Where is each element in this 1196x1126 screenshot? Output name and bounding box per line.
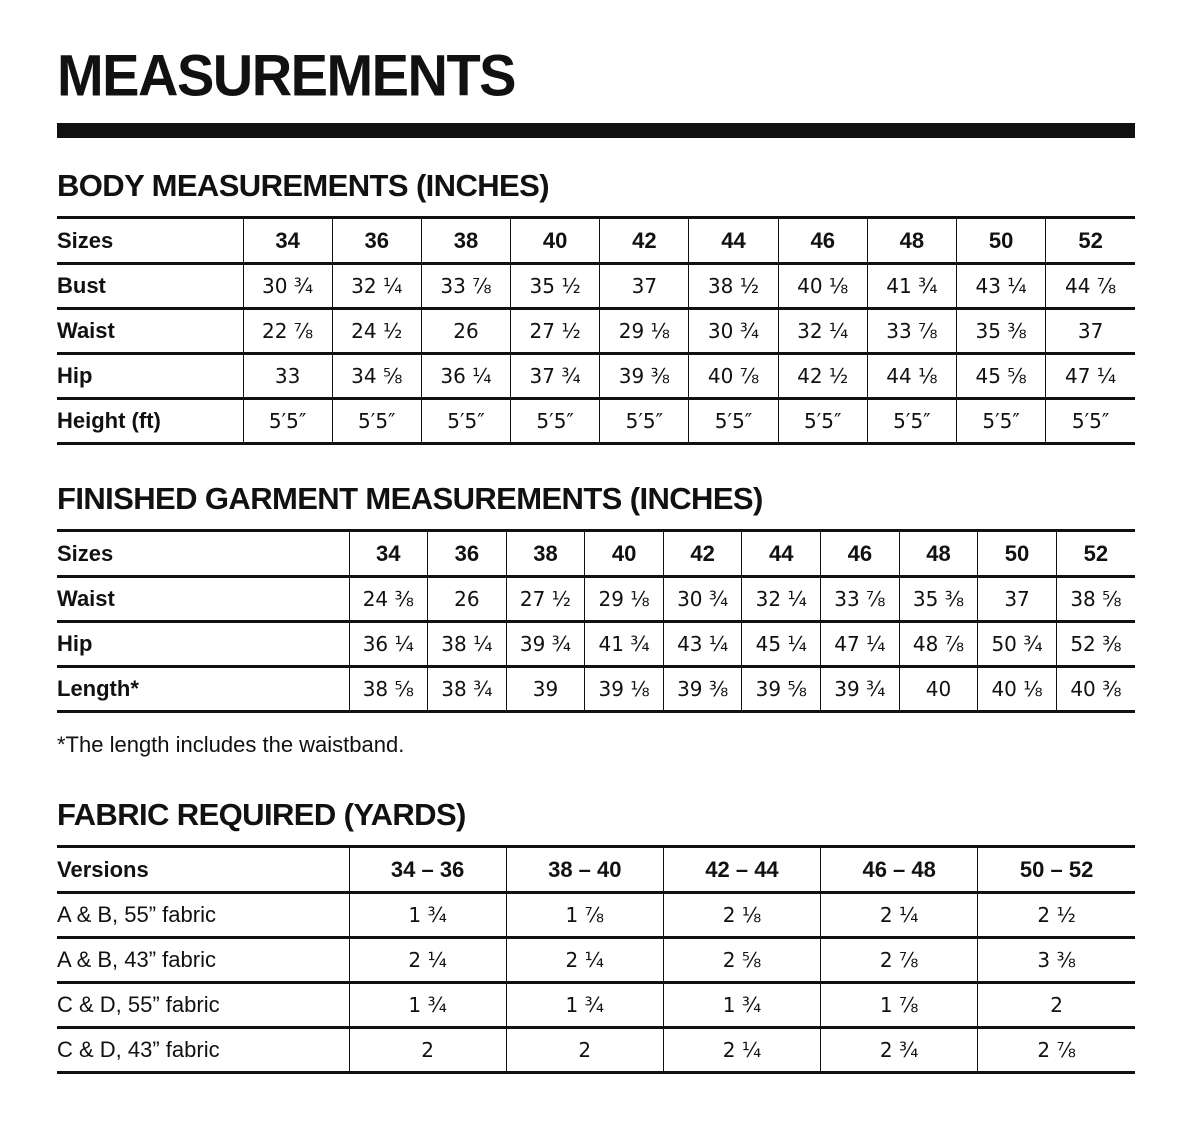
row-label: A & B, 55” fabric — [57, 893, 349, 938]
table-cell: 37 ¾ — [511, 354, 600, 399]
size-header: 38 — [421, 218, 510, 264]
row-label: Hip — [57, 622, 349, 667]
row-label: Waist — [57, 309, 243, 354]
table-cell: 33 ⅞ — [421, 264, 510, 309]
size-header: 40 — [511, 218, 600, 264]
table-cell: 2 — [506, 1028, 663, 1073]
table-cell: 2 ¼ — [663, 1028, 820, 1073]
table-cell: 2 — [978, 983, 1135, 1028]
table-cell: 2 ⅞ — [821, 938, 978, 983]
table-cell: 26 — [421, 309, 510, 354]
table-cell: 45 ¼ — [742, 622, 821, 667]
table-cell: 5′5″ — [332, 399, 421, 444]
size-header: 52 — [1056, 531, 1135, 577]
table-cell: 36 ¼ — [421, 354, 510, 399]
table-cell: 1 ¾ — [349, 983, 506, 1028]
table-row — [57, 399, 1135, 444]
size-header: 36 — [428, 531, 507, 577]
table-cell: 47 ¼ — [821, 622, 900, 667]
table-cell: 40 ⅞ — [689, 354, 778, 399]
table-cell: 35 ½ — [511, 264, 600, 309]
table-cell: 3 ⅜ — [978, 938, 1135, 983]
table-cell: 30 ¾ — [243, 264, 332, 309]
table-cell: 29 ⅛ — [600, 309, 689, 354]
table-cell: 33 — [243, 354, 332, 399]
table-cell: 42 ½ — [778, 354, 867, 399]
table-cell: 39 ⅛ — [585, 667, 664, 712]
table-cell: 1 ⅞ — [506, 893, 663, 938]
size-header: 34 — [349, 531, 428, 577]
table-cell: 44 ⅞ — [1046, 264, 1135, 309]
table-cell: 2 ⅛ — [663, 893, 820, 938]
table-cell: 5′5″ — [957, 399, 1046, 444]
table-cell: 39 — [506, 667, 585, 712]
size-range-header: 38 – 40 — [506, 847, 663, 893]
size-header: 40 — [585, 531, 664, 577]
table-cell: 1 ¾ — [349, 893, 506, 938]
row-label: Bust — [57, 264, 243, 309]
table-cell: 43 ¼ — [957, 264, 1046, 309]
header-label: Sizes — [57, 531, 349, 577]
size-header: 50 — [978, 531, 1057, 577]
table-row — [57, 622, 1135, 667]
size-header: 34 — [243, 218, 332, 264]
table-cell: 2 ¼ — [821, 893, 978, 938]
table-cell: 26 — [428, 577, 507, 622]
finished-garment-table — [57, 529, 1135, 713]
size-header: 42 — [600, 218, 689, 264]
table-cell: 30 ¾ — [689, 309, 778, 354]
size-header: 48 — [899, 531, 978, 577]
body-measurements-heading: BODY MEASUREMENTS (INCHES) — [57, 168, 549, 203]
size-range-header: 50 – 52 — [978, 847, 1135, 893]
table-cell: 40 ⅛ — [778, 264, 867, 309]
table-cell: 1 ¾ — [506, 983, 663, 1028]
row-label: Height (ft) — [57, 399, 243, 444]
table-cell: 39 ¾ — [821, 667, 900, 712]
table-cell: 27 ½ — [506, 577, 585, 622]
header-label: Sizes — [57, 218, 243, 264]
table-cell: 43 ¼ — [663, 622, 742, 667]
table-cell: 40 — [899, 667, 978, 712]
length-footnote: *The length includes the waistband. — [57, 732, 405, 757]
size-header: 36 — [332, 218, 421, 264]
table-cell: 52 ⅜ — [1056, 622, 1135, 667]
table-cell: 38 ¼ — [428, 622, 507, 667]
table-cell: 2 ⅝ — [663, 938, 820, 983]
table-cell: 5′5″ — [511, 399, 600, 444]
fabric-required-heading: FABRIC REQUIRED (YARDS) — [57, 797, 466, 832]
table-cell: 35 ⅜ — [899, 577, 978, 622]
row-label: A & B, 43” fabric — [57, 938, 349, 983]
table-cell: 35 ⅜ — [957, 309, 1046, 354]
row-label: Waist — [57, 577, 349, 622]
table-cell: 45 ⅝ — [957, 354, 1046, 399]
table-cell: 2 ¾ — [821, 1028, 978, 1073]
size-range-header: 42 – 44 — [663, 847, 820, 893]
table-row — [57, 667, 1135, 712]
table-cell: 44 ⅛ — [867, 354, 956, 399]
table-row — [57, 309, 1135, 354]
table-cell: 47 ¼ — [1046, 354, 1135, 399]
table-cell: 41 ¾ — [585, 622, 664, 667]
table-cell: 40 ⅛ — [978, 667, 1057, 712]
size-header: 46 — [821, 531, 900, 577]
size-header: 46 — [778, 218, 867, 264]
table-cell: 38 ½ — [689, 264, 778, 309]
table-cell: 2 ½ — [978, 893, 1135, 938]
size-header: 48 — [867, 218, 956, 264]
table-cell: 2 ⅞ — [978, 1028, 1135, 1073]
table-cell: 5′5″ — [778, 399, 867, 444]
row-label: Hip — [57, 354, 243, 399]
table-header-row — [57, 218, 1135, 264]
table-cell: 1 ¾ — [663, 983, 820, 1028]
title-divider-bar — [57, 123, 1135, 138]
table-cell: 2 ¼ — [349, 938, 506, 983]
row-label: C & D, 55” fabric — [57, 983, 349, 1028]
table-header-row — [57, 847, 1135, 893]
table-cell: 5′5″ — [600, 399, 689, 444]
size-range-header: 46 – 48 — [821, 847, 978, 893]
table-row — [57, 938, 1135, 983]
table-cell: 34 ⅝ — [332, 354, 421, 399]
table-cell: 41 ¾ — [867, 264, 956, 309]
table-cell: 22 ⅞ — [243, 309, 332, 354]
size-header: 52 — [1046, 218, 1135, 264]
table-cell: 30 ¾ — [663, 577, 742, 622]
table-cell: 39 ⅜ — [600, 354, 689, 399]
body-measurements-table — [57, 216, 1135, 445]
fabric-required-table — [57, 845, 1135, 1074]
table-header-row — [57, 531, 1135, 577]
table-cell: 50 ¾ — [978, 622, 1057, 667]
table-cell: 5′5″ — [421, 399, 510, 444]
size-header: 38 — [506, 531, 585, 577]
page-title: MEASUREMENTS — [57, 41, 516, 108]
table-cell: 5′5″ — [1046, 399, 1135, 444]
table-cell: 40 ⅜ — [1056, 667, 1135, 712]
size-header: 42 — [663, 531, 742, 577]
table-row — [57, 354, 1135, 399]
header-label: Versions — [57, 847, 349, 893]
table-row — [57, 893, 1135, 938]
table-cell: 39 ⅜ — [663, 667, 742, 712]
table-cell: 48 ⅞ — [899, 622, 978, 667]
table-cell: 33 ⅞ — [821, 577, 900, 622]
table-row — [57, 577, 1135, 622]
row-label: Length* — [57, 667, 349, 712]
table-cell: 36 ¼ — [349, 622, 428, 667]
table-cell: 5′5″ — [689, 399, 778, 444]
table-row — [57, 264, 1135, 309]
table-cell: 27 ½ — [511, 309, 600, 354]
size-header: 44 — [689, 218, 778, 264]
table-row — [57, 983, 1135, 1028]
table-cell: 39 ⅝ — [742, 667, 821, 712]
table-cell: 29 ⅛ — [585, 577, 664, 622]
table-cell: 38 ⅝ — [349, 667, 428, 712]
row-label: C & D, 43” fabric — [57, 1028, 349, 1073]
table-cell: 39 ¾ — [506, 622, 585, 667]
table-row — [57, 1028, 1135, 1073]
size-range-header: 34 – 36 — [349, 847, 506, 893]
size-header: 50 — [957, 218, 1046, 264]
table-cell: 2 — [349, 1028, 506, 1073]
table-cell: 32 ¼ — [742, 577, 821, 622]
table-cell: 1 ⅞ — [821, 983, 978, 1028]
finished-garment-heading: FINISHED GARMENT MEASUREMENTS (INCHES) — [57, 481, 763, 516]
table-cell: 32 ¼ — [778, 309, 867, 354]
table-cell: 24 ½ — [332, 309, 421, 354]
table-cell: 37 — [978, 577, 1057, 622]
table-cell: 37 — [600, 264, 689, 309]
table-cell: 5′5″ — [243, 399, 332, 444]
table-cell: 5′5″ — [867, 399, 956, 444]
table-cell: 38 ⅝ — [1056, 577, 1135, 622]
table-cell: 33 ⅞ — [867, 309, 956, 354]
table-cell: 2 ¼ — [506, 938, 663, 983]
table-cell: 37 — [1046, 309, 1135, 354]
size-header: 44 — [742, 531, 821, 577]
table-cell: 32 ¼ — [332, 264, 421, 309]
table-cell: 24 ⅜ — [349, 577, 428, 622]
table-cell: 38 ¾ — [428, 667, 507, 712]
